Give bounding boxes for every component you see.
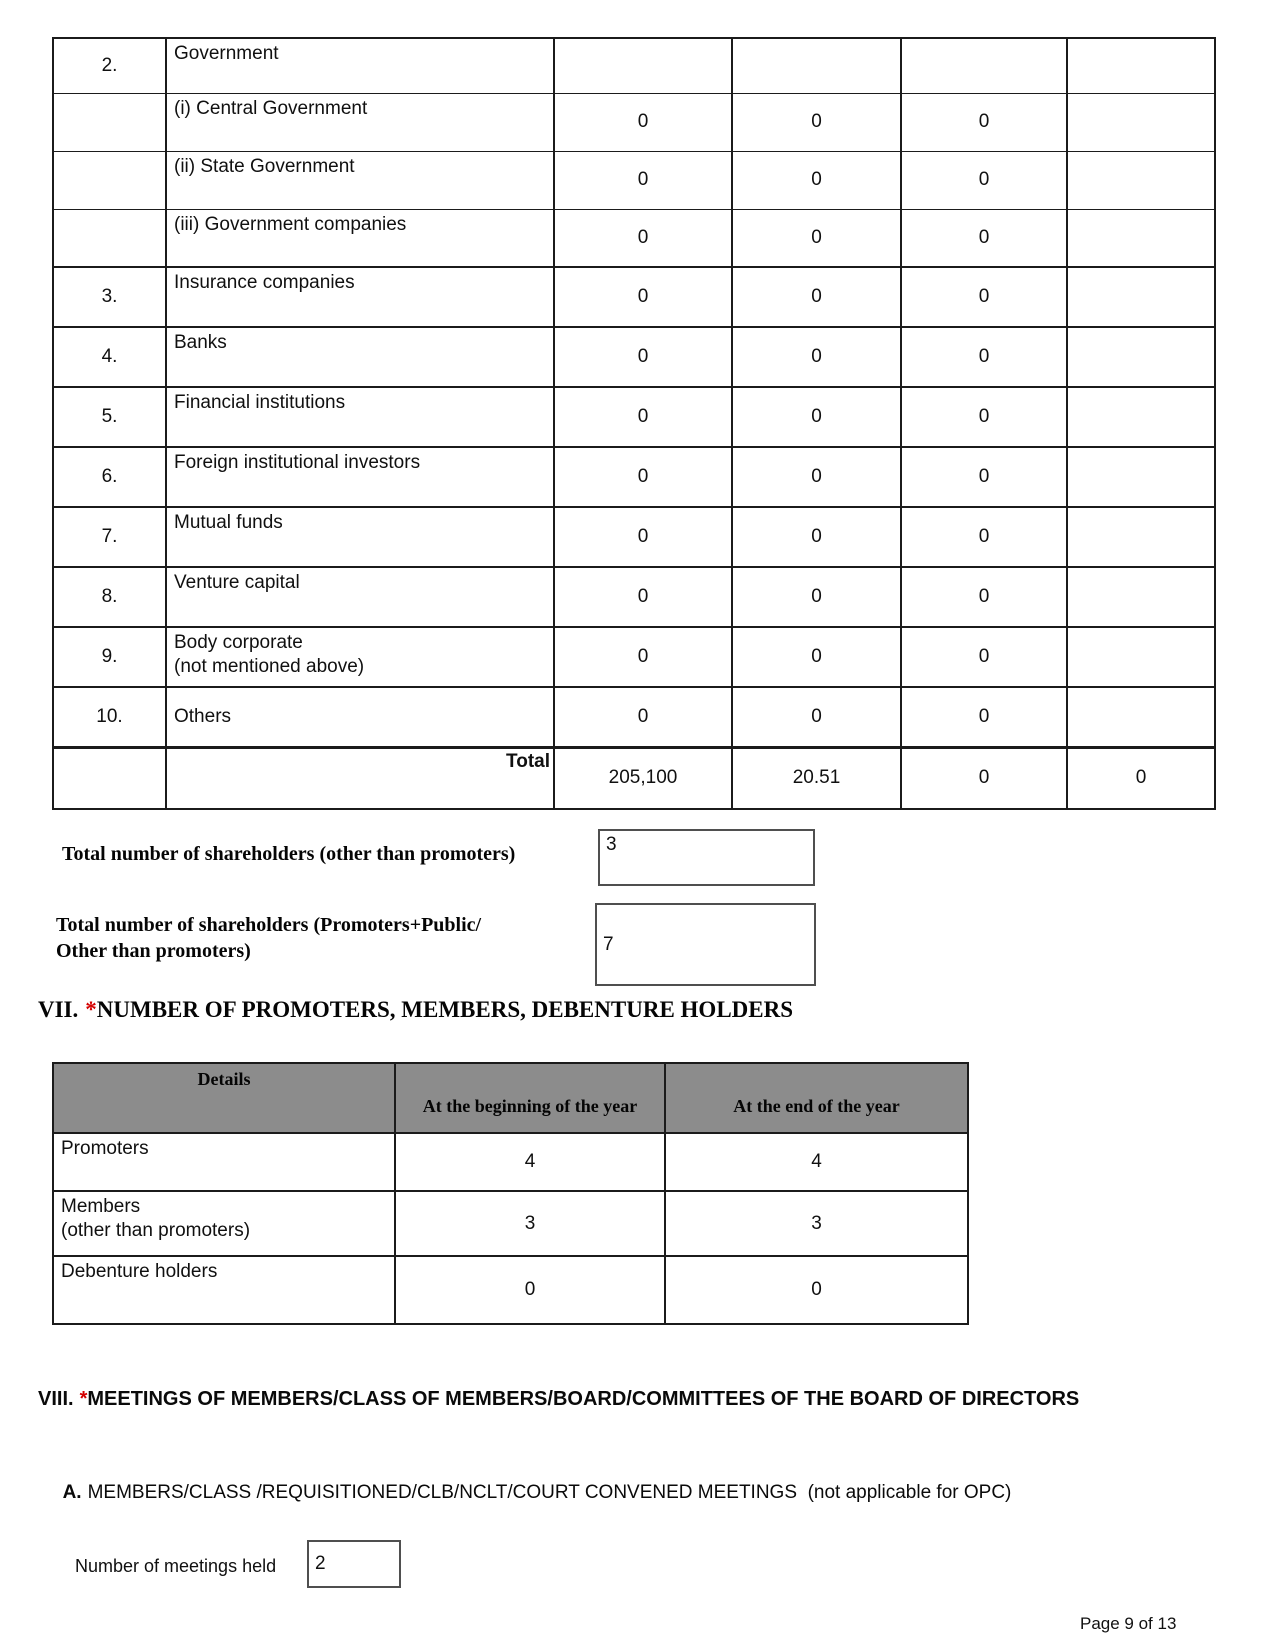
- value-cell: 0: [901, 567, 1067, 627]
- label-line1: Total number of shareholders (Promoters+Public/: [56, 914, 482, 936]
- empty-cell: [1067, 507, 1215, 567]
- section-viii-heading: [38, 1385, 1098, 1414]
- total-value-cell: 205,100: [554, 747, 732, 809]
- section-vii-heading: [38, 997, 793, 1023]
- value-cell: 0: [554, 567, 732, 627]
- row-number: 7.: [53, 507, 166, 567]
- table-row: [53, 387, 1215, 447]
- empty-cell: [1067, 387, 1215, 447]
- empty-cell: [732, 38, 901, 93]
- column-header-beginning: At the beginning of the year: [395, 1063, 665, 1133]
- value-cell: 0: [901, 93, 1067, 151]
- row-label-line2: (other than promoters): [61, 1219, 251, 1241]
- column-header-end: At the end of the year: [665, 1063, 968, 1133]
- meetings-held-field[interactable]: [307, 1540, 401, 1588]
- value-cell: 0: [395, 1256, 665, 1324]
- value-cell: 0: [901, 327, 1067, 387]
- value-cell: 0: [554, 267, 732, 327]
- empty-cell: [1067, 151, 1215, 209]
- value-cell: 0: [554, 151, 732, 209]
- category-label: Financial institutions: [166, 387, 554, 447]
- value-cell: 0: [901, 209, 1067, 267]
- empty-cell: [1067, 38, 1215, 93]
- table-row: [53, 38, 1215, 93]
- value-cell: 0: [554, 209, 732, 267]
- empty-cell: [1067, 267, 1215, 327]
- value-cell: 0: [901, 447, 1067, 507]
- table-row: [53, 151, 1215, 209]
- row-label: Promoters: [53, 1133, 395, 1191]
- total-value-cell: 0: [901, 747, 1067, 809]
- category-label: Venture capital: [166, 567, 554, 627]
- section-title: MEETINGS OF MEMBERS/CLASS OF MEMBERS/BOARD/COMMITTEES OF THE BOARD OF DIRECTORS: [87, 1388, 1080, 1410]
- category-label: (ii) State Government: [166, 151, 554, 209]
- row-number: 3.: [53, 267, 166, 327]
- value-cell: 0: [732, 93, 901, 151]
- required-asterisk: *: [85, 997, 97, 1022]
- total-value-cell: 20.51: [732, 747, 901, 809]
- total-shareholders-combined-label: [56, 912, 481, 964]
- table-row: [53, 209, 1215, 267]
- table-row: [53, 93, 1215, 151]
- category-label: Mutual funds: [166, 507, 554, 567]
- value-cell: 0: [901, 151, 1067, 209]
- value-cell: 0: [732, 627, 901, 687]
- table-row: [53, 1133, 968, 1191]
- value-cell: 4: [665, 1133, 968, 1191]
- value-cell: 0: [554, 387, 732, 447]
- required-asterisk: *: [79, 1388, 88, 1410]
- empty-cell: [1067, 327, 1215, 387]
- value-cell: 0: [732, 209, 901, 267]
- value-cell: 0: [901, 627, 1067, 687]
- category-label: (iii) Government companies: [166, 209, 554, 267]
- row-number: 6.: [53, 447, 166, 507]
- table-row: [53, 627, 1215, 687]
- empty-cell: [1067, 447, 1215, 507]
- row-number: 8.: [53, 567, 166, 627]
- table-row: [53, 267, 1215, 327]
- category-label: Insurance companies: [166, 267, 554, 327]
- empty-cell: [1067, 627, 1215, 687]
- shareholding-category-table: [52, 37, 1216, 810]
- table-row: [53, 327, 1215, 387]
- value-cell: 4: [395, 1133, 665, 1191]
- row-number: 2.: [53, 38, 166, 93]
- empty-cell: [1067, 209, 1215, 267]
- value-cell: 0: [901, 507, 1067, 567]
- value-cell: 0: [901, 687, 1067, 747]
- meetings-held-label: Number of meetings held: [75, 1556, 277, 1576]
- category-label-line1: Body corporate: [174, 632, 303, 653]
- row-number: [53, 209, 166, 267]
- value-cell: 0: [732, 387, 901, 447]
- category-label: Others: [166, 687, 554, 747]
- empty-cell: [554, 38, 732, 93]
- field-value: 7: [603, 933, 614, 955]
- table-row: [53, 507, 1215, 567]
- total-value-cell: 0: [1067, 747, 1215, 809]
- category-label: [166, 627, 554, 687]
- total-label: Total: [166, 747, 554, 809]
- table-row: [53, 567, 1215, 627]
- empty-cell: [53, 747, 166, 809]
- field-value: 2: [315, 1553, 326, 1574]
- empty-cell: [1067, 567, 1215, 627]
- category-label: (i) Central Government: [166, 93, 554, 151]
- row-number: [53, 151, 166, 209]
- value-cell: 0: [732, 327, 901, 387]
- category-label-line2: (not mentioned above): [174, 655, 365, 677]
- total-shareholders-combined-field[interactable]: [595, 903, 816, 986]
- row-number: 4.: [53, 327, 166, 387]
- value-cell: 0: [554, 627, 732, 687]
- promoters-members-table: [52, 1062, 969, 1325]
- row-number: 5.: [53, 387, 166, 447]
- value-cell: 0: [732, 447, 901, 507]
- value-cell: 0: [554, 507, 732, 567]
- row-number: [53, 93, 166, 151]
- total-shareholders-other-label: Total number of shareholders (other than promoters): [62, 843, 516, 865]
- value-cell: 0: [732, 687, 901, 747]
- subsection-letter: A.: [62, 1482, 82, 1503]
- value-cell: 0: [554, 687, 732, 747]
- value-cell: 0: [554, 447, 732, 507]
- value-cell: 0: [732, 151, 901, 209]
- subsection-a-heading: [52, 1460, 1011, 1504]
- value-cell: 0: [732, 267, 901, 327]
- empty-cell: [1067, 687, 1215, 747]
- value-cell: 0: [901, 267, 1067, 327]
- empty-cell: [1067, 93, 1215, 151]
- row-number: 10.: [53, 687, 166, 747]
- value-cell: 0: [554, 327, 732, 387]
- category-label: Foreign institutional investors: [166, 447, 554, 507]
- page-number: Page 9 of 13: [1080, 1614, 1177, 1633]
- label-line2: Other than promoters): [56, 940, 251, 962]
- value-cell: 0: [732, 567, 901, 627]
- total-row: [53, 747, 1215, 809]
- table-row: [53, 1191, 968, 1256]
- section-numeral: VIII.: [38, 1388, 74, 1410]
- column-header-details: Details: [53, 1063, 395, 1133]
- value-cell: 0: [901, 387, 1067, 447]
- table-row: [53, 1256, 968, 1324]
- value-cell: 3: [665, 1191, 968, 1256]
- row-number: 9.: [53, 627, 166, 687]
- row-label: [53, 1191, 395, 1256]
- table-row: [53, 447, 1215, 507]
- table-row: [53, 687, 1215, 747]
- value-cell: 0: [665, 1256, 968, 1324]
- value-cell: 0: [554, 93, 732, 151]
- subsection-text: MEMBERS/CLASS /REQUISITIONED/CLB/NCLT/COURT CONVENED MEETINGS (not applicable for OPC): [87, 1482, 1012, 1503]
- section-title: NUMBER OF PROMOTERS, MEMBERS, DEBENTURE HOLDERS: [96, 997, 794, 1022]
- row-label-line1: Members: [61, 1196, 141, 1217]
- total-shareholders-other-field[interactable]: 3: [598, 829, 815, 886]
- header-row: [53, 1063, 968, 1133]
- category-label: Government: [166, 38, 554, 93]
- category-label: Banks: [166, 327, 554, 387]
- value-cell: 0: [732, 507, 901, 567]
- empty-cell: [901, 38, 1067, 93]
- section-numeral: VII.: [38, 997, 79, 1022]
- row-label: Debenture holders: [53, 1256, 395, 1324]
- value-cell: 3: [395, 1191, 665, 1256]
